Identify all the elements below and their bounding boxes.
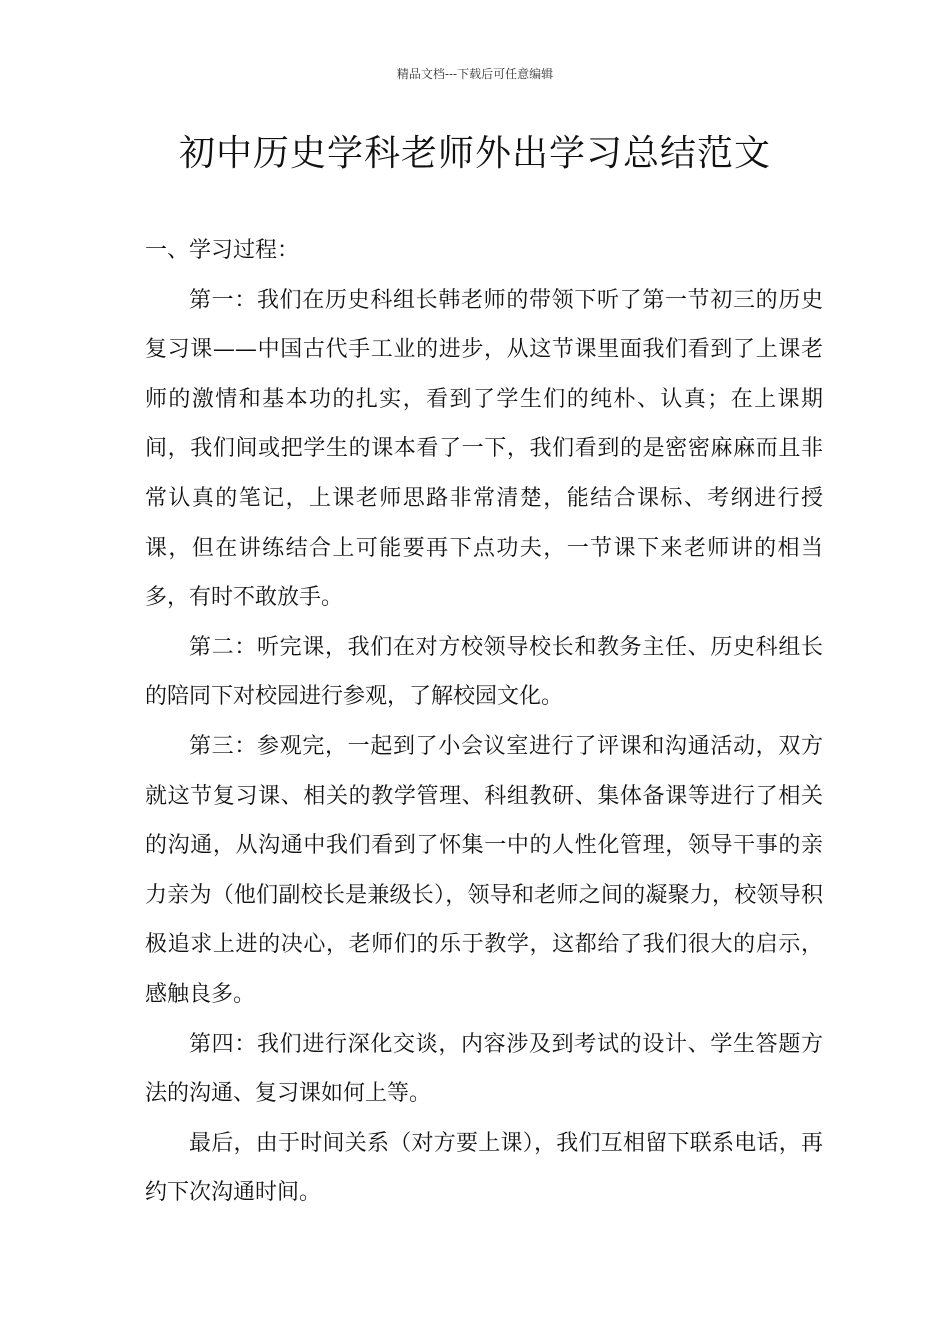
paragraph-2: 第二：听完课，我们在对方校领导校长和教务主任、历史科组长的陪同下对校园进行参观，了解校园文化。 xyxy=(145,634,823,710)
paragraph-1: 第一：我们在历史科组长韩老师的带领下听了第一节初三的历史复习课——中国古代手工业的进步，从这节课里面我们看到了上课老师的激情和基本功的扎实，看到了学生们的纯朴、认真；在上课期间，我们间或把学生的课本看了一下，我们看到的是密密麻麻而且非常认真的笔记，上课老师思路非常清楚，能结合课标、考纲进行授课，但在讲练结合上可能要再下点功夫，一节课下来老师讲的相当多，有时不敢放手。 xyxy=(145,287,823,611)
document-body xyxy=(145,226,823,1218)
document-title: 初中历史学科老师外出学习总结范文 xyxy=(178,133,771,174)
header-note: 精品文档---下载后可任意编辑 xyxy=(396,67,554,81)
section-heading: 一、学习过程： xyxy=(145,238,300,263)
paragraph-3: 第三：参观完，一起到了小会议室进行了评课和沟通活动，双方就这节复习课、相关的教学管理、科组教研、集体备课等进行了相关的沟通，从沟通中我们看到了怀集一中的人性化管理，领导干事的亲力亲为（他们副校长是兼级长），领导和老师之间的凝聚力，校领导积极追求上进的决心，老师们的乐于教学，这都给了我们很大的启示，感触良多。 xyxy=(145,733,823,1007)
paragraph-4: 第四：我们进行深化交谈，内容涉及到考试的设计、学生答题方法的沟通、复习课如何上等。 xyxy=(145,1031,823,1107)
paragraph-5: 最后，由于时间关系（对方要上课），我们互相留下联系电话，再约下次沟通时间。 xyxy=(145,1130,823,1206)
